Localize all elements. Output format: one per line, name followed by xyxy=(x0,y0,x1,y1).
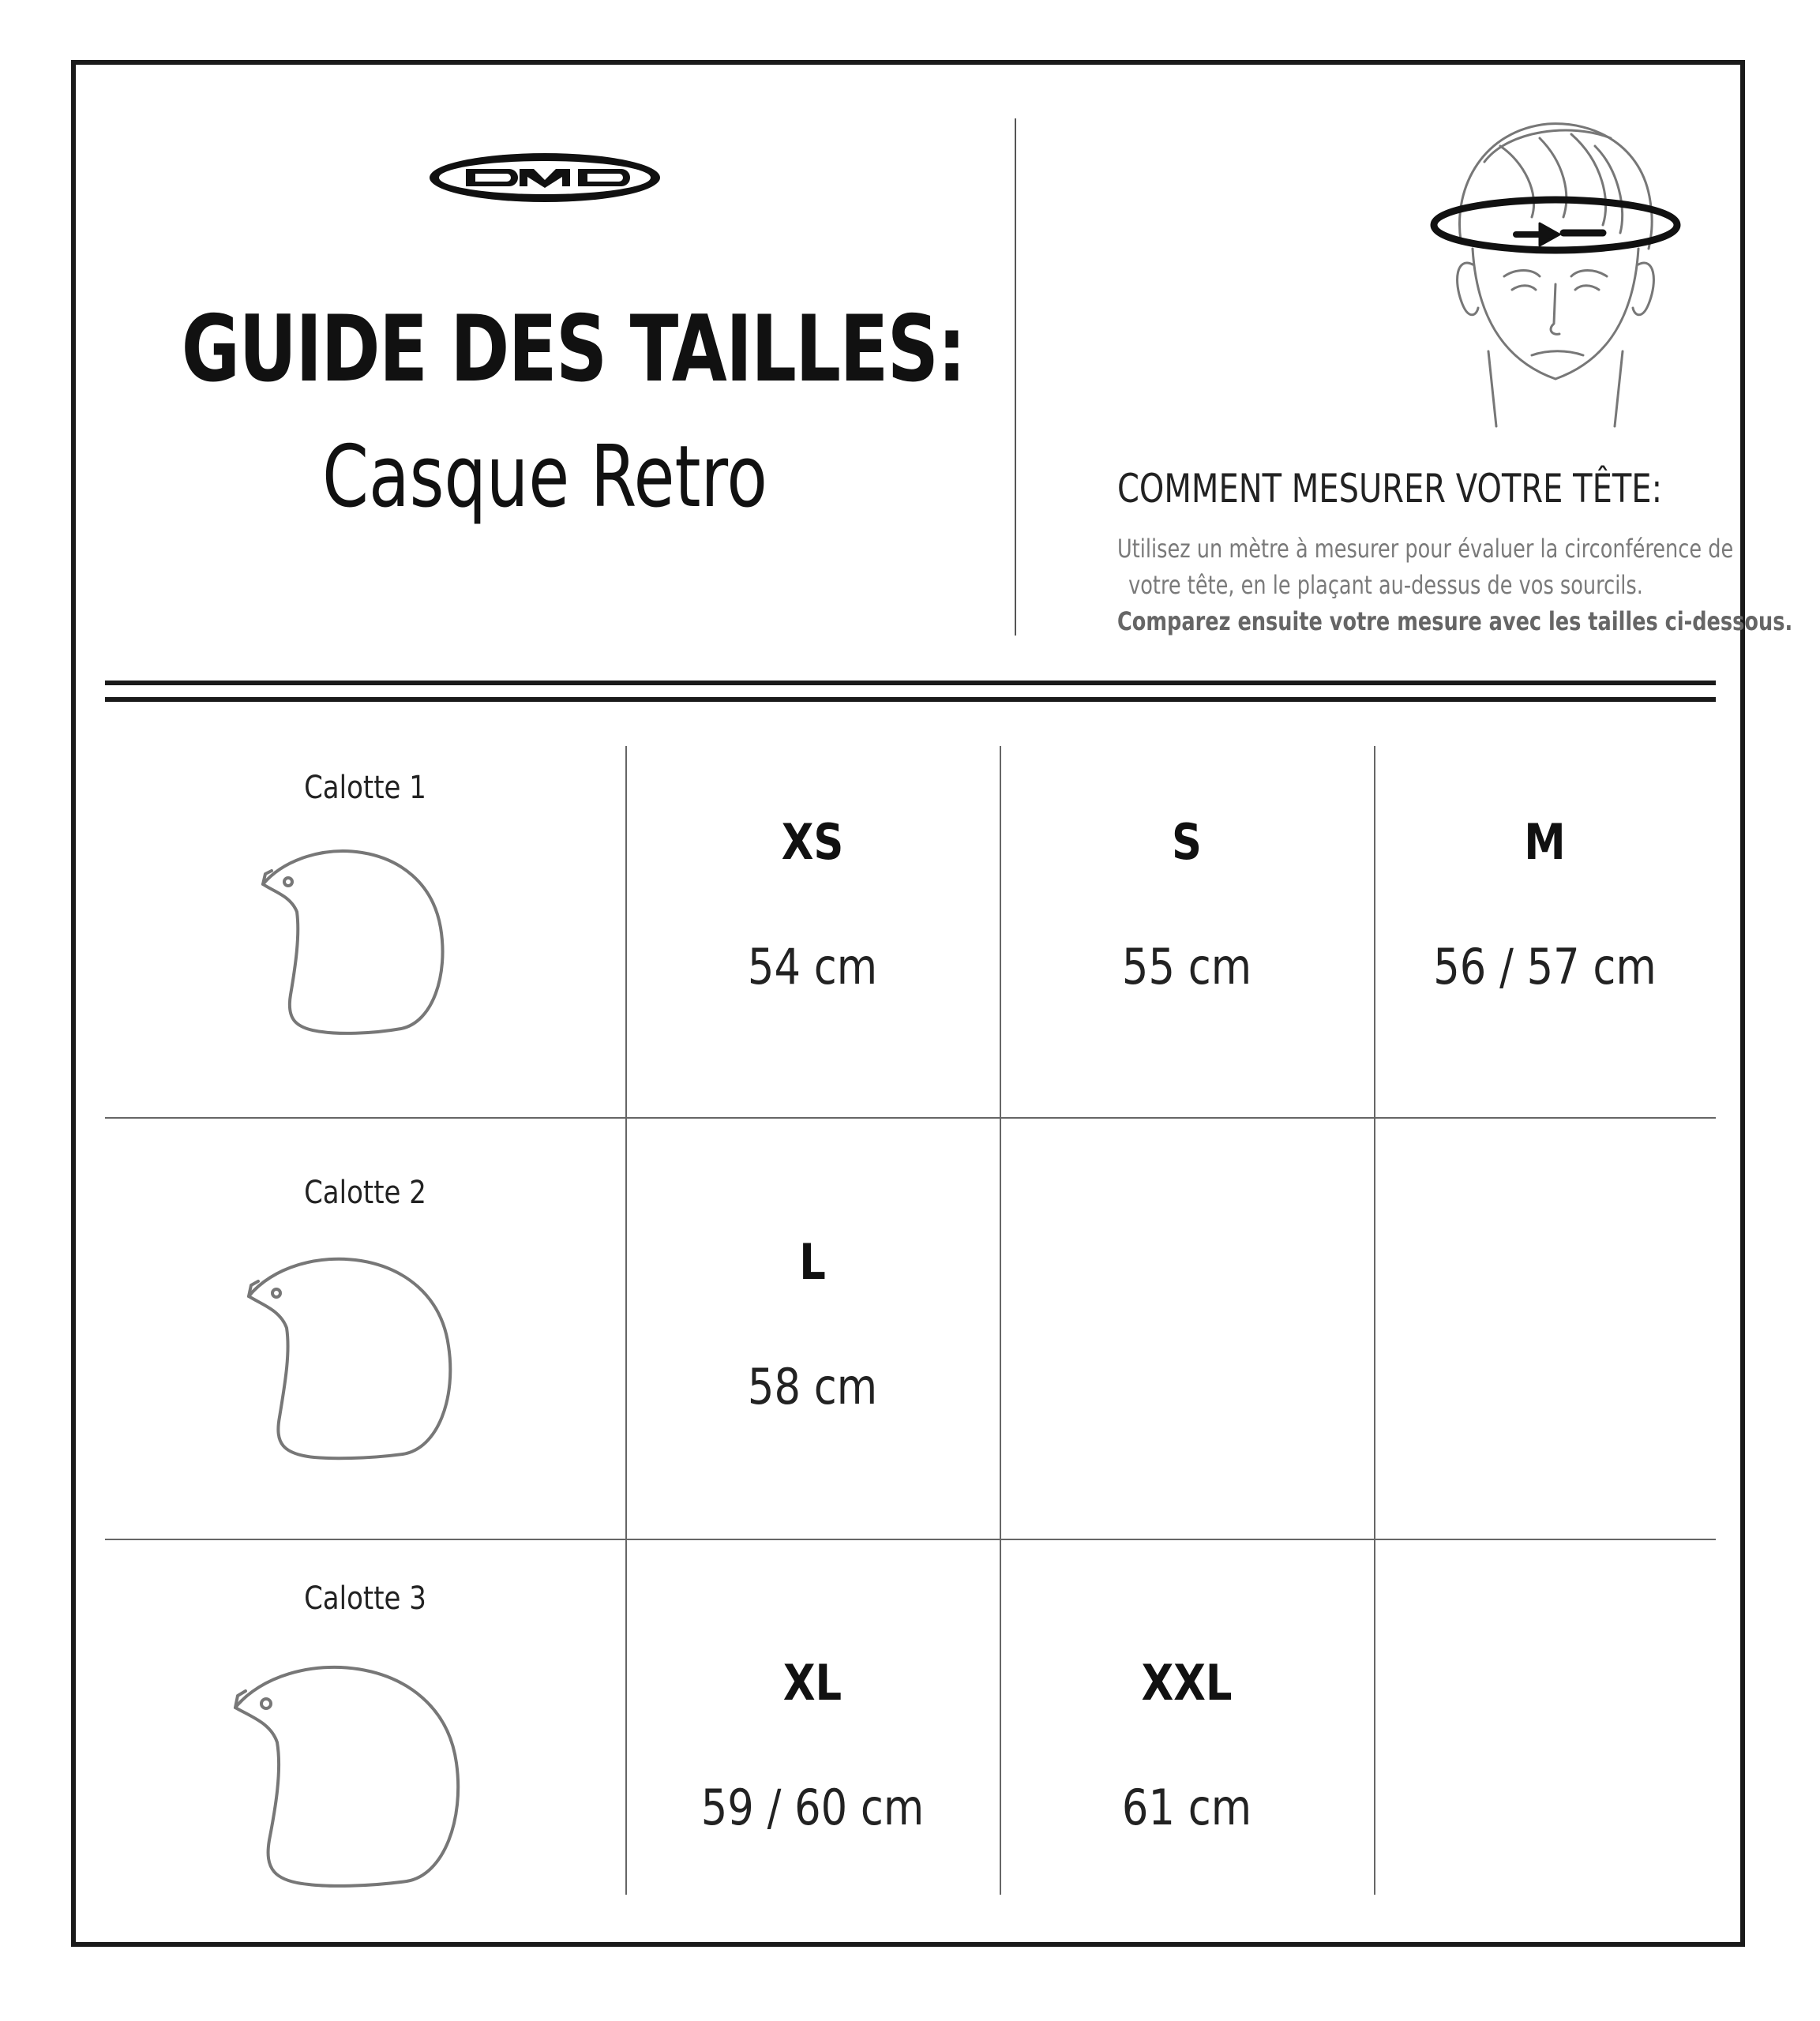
size-cell-s xyxy=(1000,813,1374,996)
calotte-label: Calotte 1 xyxy=(304,770,426,806)
table-row xyxy=(105,1175,625,1211)
measure-instructions xyxy=(1117,531,1793,639)
measure-line-1: Utilisez un mètre à mesurer pour évaluer la circonférence de xyxy=(1117,534,1734,564)
size-circumference: 59 / 60 cm xyxy=(700,1779,925,1836)
row-divider xyxy=(105,1539,1716,1540)
size-letter: XL xyxy=(782,1654,842,1712)
size-circumference: 54 cm xyxy=(747,938,878,996)
helmet-shell-1-icon xyxy=(251,841,456,1038)
calotte-label: Calotte 3 xyxy=(304,1580,426,1617)
measure-line-3: Comparez ensuite votre mesure avec les tailles ci-dessous. xyxy=(1117,606,1793,636)
dmd-logo xyxy=(426,150,663,205)
size-table xyxy=(105,746,1716,1895)
page-title: GUIDE DES TAILLES: xyxy=(181,296,965,403)
calotte-label: Calotte 2 xyxy=(304,1175,426,1211)
size-cell-m xyxy=(1374,813,1716,996)
header-divider xyxy=(1015,118,1016,636)
helmet-shell-2-icon xyxy=(237,1247,466,1468)
helmet-shell-3-icon xyxy=(223,1654,476,1895)
size-letter: S xyxy=(1172,813,1202,871)
table-row xyxy=(105,1580,625,1617)
size-cell-l xyxy=(625,1233,1000,1415)
row-divider xyxy=(105,1117,1716,1119)
measure-title: COMMENT MESURER VOTRE TÊTE: xyxy=(1117,466,1663,512)
double-rule-top xyxy=(105,681,1716,685)
size-circumference: 61 cm xyxy=(1121,1779,1252,1836)
size-letter: M xyxy=(1524,813,1566,871)
size-cell-xs xyxy=(625,813,1000,996)
size-circumference: 55 cm xyxy=(1121,938,1252,996)
size-letter: XXL xyxy=(1141,1654,1233,1712)
page-subtitle: Casque Retro xyxy=(322,428,767,527)
double-rule-bottom xyxy=(105,697,1716,702)
table-row xyxy=(105,770,625,806)
size-cell-xl xyxy=(625,1654,1000,1836)
size-cell-xxl xyxy=(1000,1654,1374,1836)
size-letter: XS xyxy=(781,813,844,871)
size-letter: L xyxy=(799,1233,826,1291)
head-measure-illustration xyxy=(1413,114,1698,430)
measure-line-2: votre tête, en le plaçant au-dessus de vos sourcils. xyxy=(1128,570,1643,600)
size-circumference: 56 / 57 cm xyxy=(1433,938,1657,996)
size-circumference: 58 cm xyxy=(747,1358,878,1415)
